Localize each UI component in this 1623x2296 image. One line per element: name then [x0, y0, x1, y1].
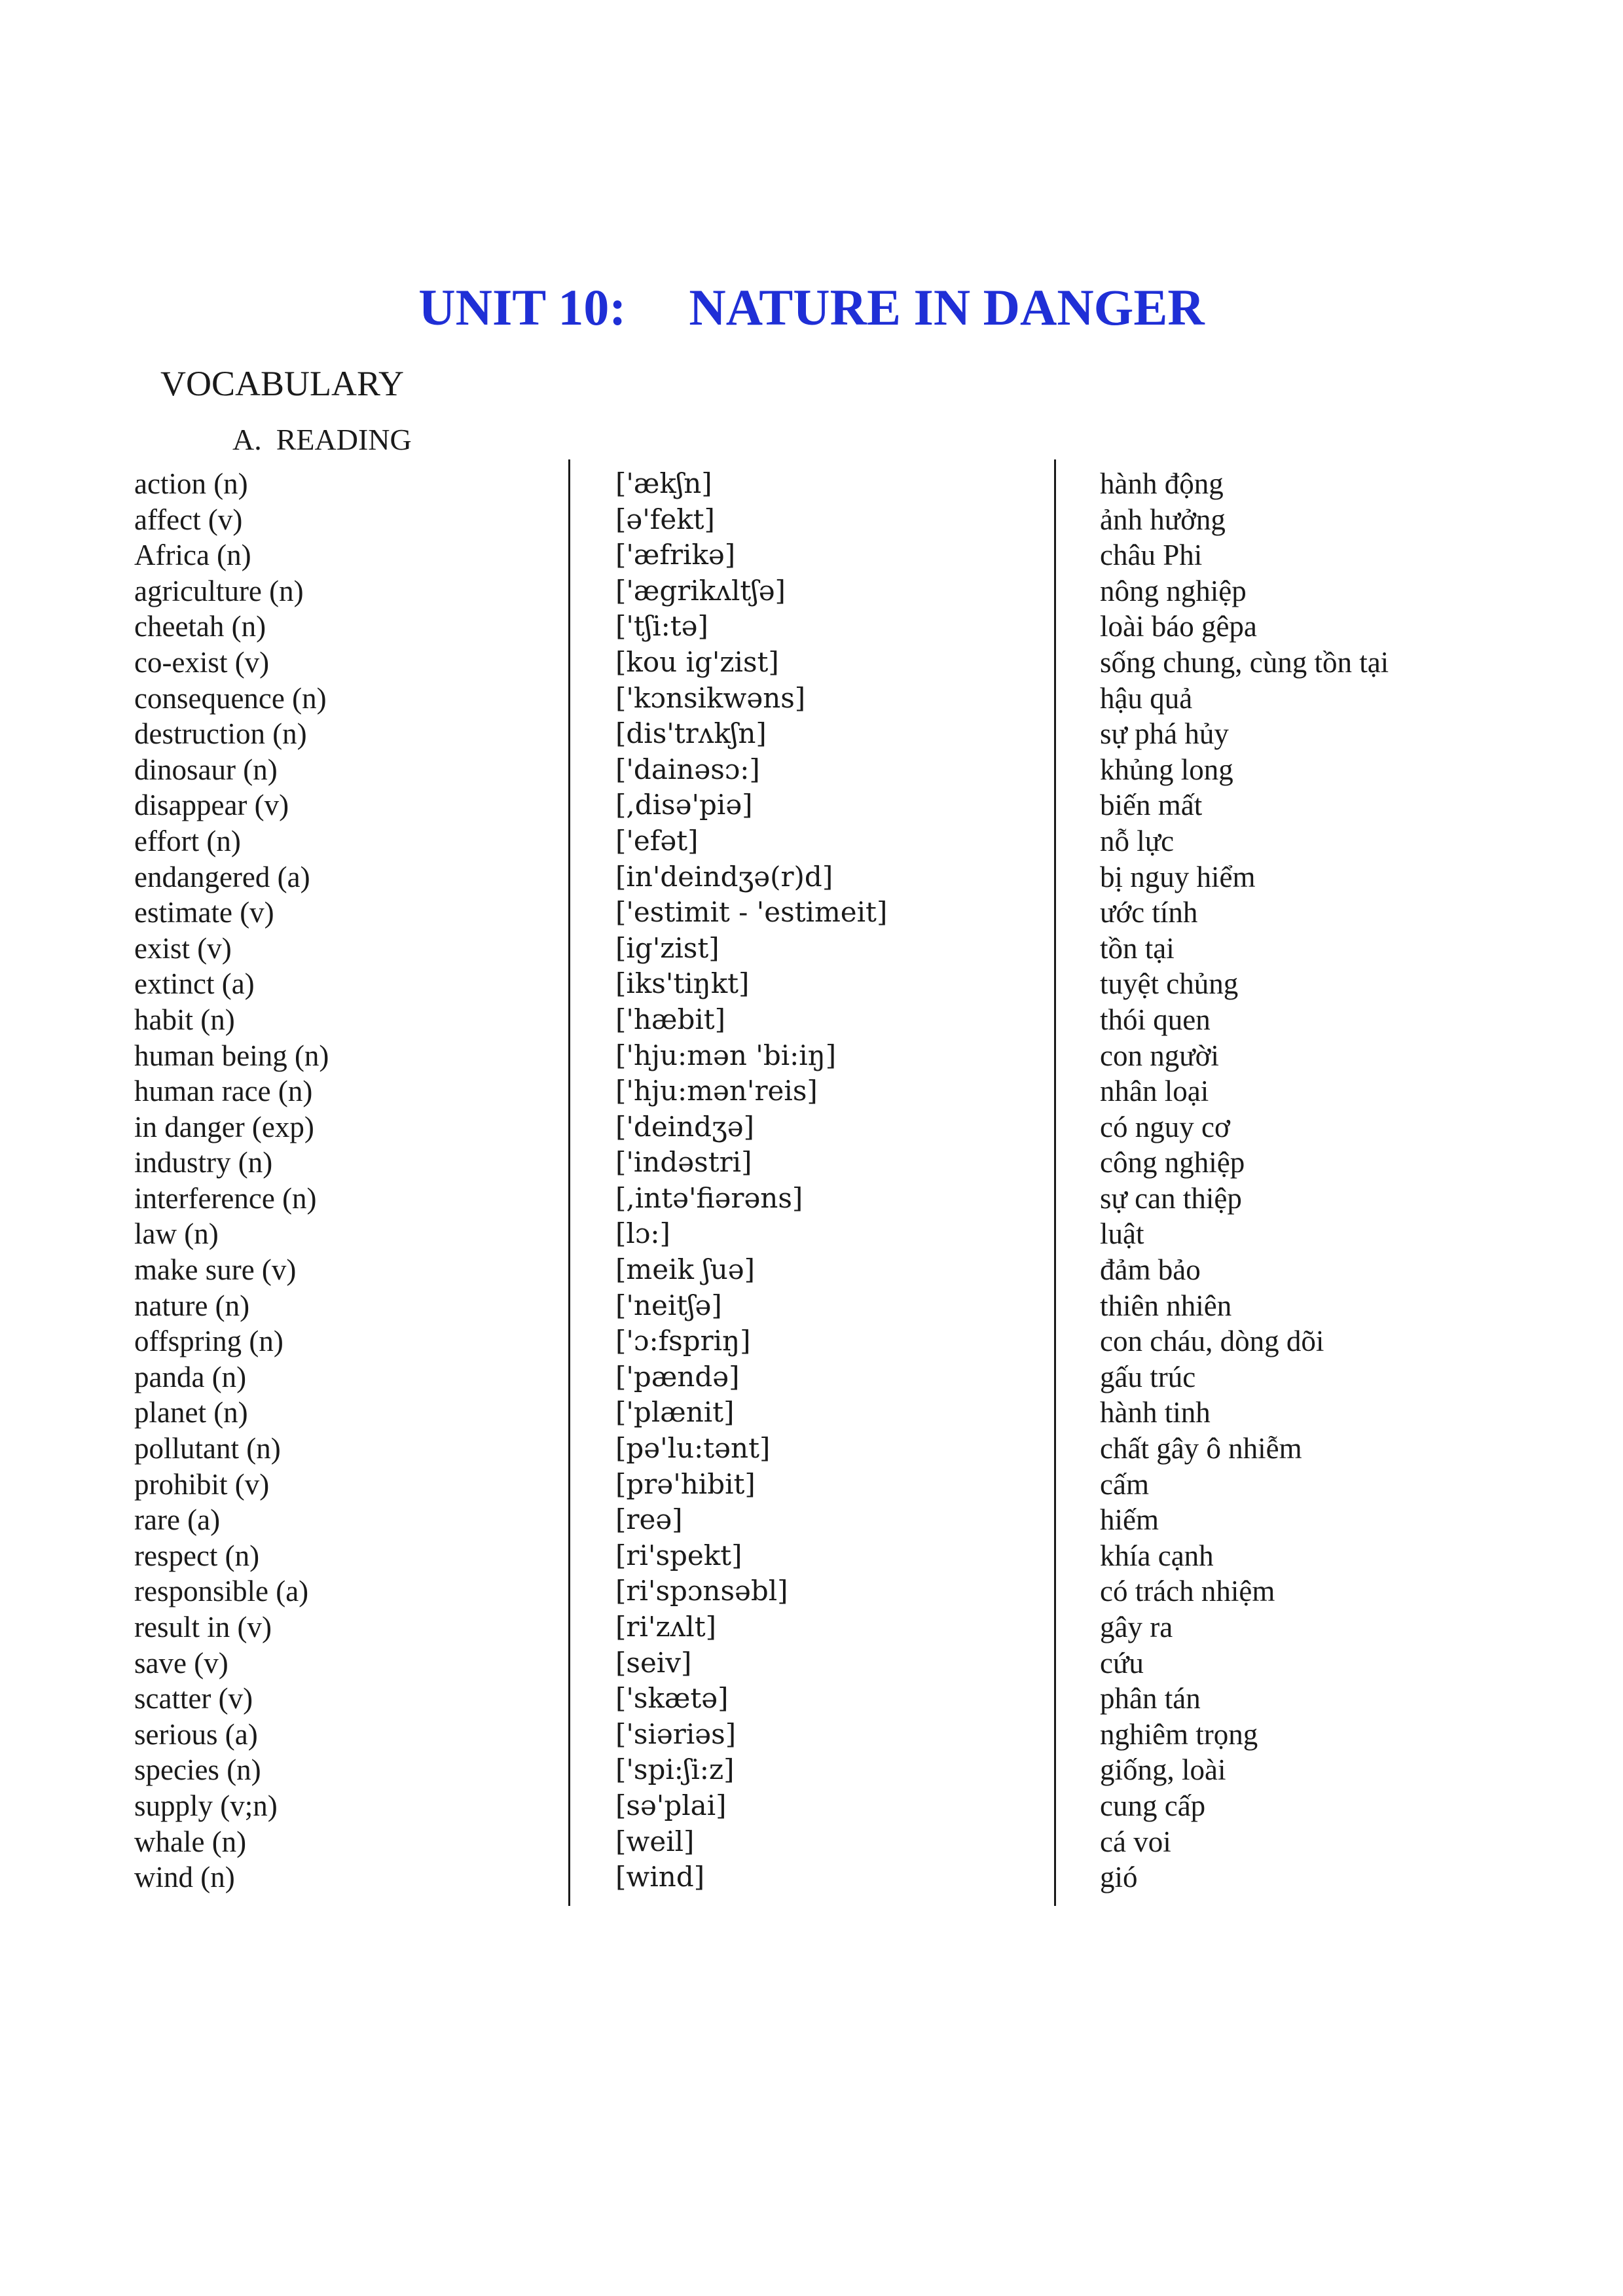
vocab-pronunciation: [wind]	[615, 1861, 705, 1893]
vocab-pronunciation: [,disə'piə]	[615, 789, 753, 821]
vocab-translation: nhân loại	[1100, 1075, 1209, 1108]
vocab-pronunciation: [seiv]	[615, 1646, 692, 1679]
vocab-translation: biến mất	[1100, 789, 1203, 822]
vocab-pronunciation: [ig'zist]	[615, 931, 720, 964]
vocab-translation: ảnh hưởng	[1100, 503, 1226, 536]
vocab-translation: con người	[1100, 1039, 1219, 1072]
vocab-word: co-exist (v)	[134, 645, 270, 679]
vocab-translation: khủng long	[1100, 753, 1233, 786]
vocab-pronunciation: ['hju:mən'reis]	[615, 1075, 818, 1107]
vocab-word: dinosaur (n)	[134, 753, 278, 786]
vocab-pronunciation: ['neitʃə]	[615, 1289, 722, 1321]
vocab-translation: cứu	[1100, 1646, 1144, 1679]
vocab-pronunciation: ['pændə]	[615, 1360, 740, 1393]
vocab-pronunciation: ['tʃi:tə]	[615, 610, 708, 643]
section-heading: VOCABULARY	[160, 364, 405, 403]
vocab-translation: cấm	[1100, 1467, 1149, 1501]
vocab-word: make sure (v)	[134, 1253, 297, 1287]
vocab-pronunciation: ['ɔ:fspriŋ]	[615, 1325, 751, 1357]
vocab-pronunciation: [prə'hibit]	[615, 1467, 756, 1500]
vocab-translation: gấu trúc	[1100, 1360, 1196, 1393]
vocab-pronunciation: [,intə'fiərəns]	[615, 1181, 803, 1214]
vocab-pronunciation: [sə'plai]	[615, 1789, 727, 1821]
vocab-pronunciation: [in'deindʒə(r)d]	[615, 860, 833, 893]
vocab-translation: loài báo gêpa	[1100, 610, 1257, 643]
vocab-pronunciation: [ə'fekt]	[615, 503, 715, 535]
vocab-pronunciation: ['siəriəs]	[615, 1717, 737, 1750]
vocab-word: habit (n)	[134, 1003, 235, 1036]
vocab-word: scatter (v)	[134, 1682, 253, 1715]
vocab-translation: gây ra	[1100, 1611, 1173, 1643]
vocab-pronunciation: ['plænit]	[615, 1396, 735, 1429]
vocab-pronunciation: [dis'trʌkʃn]	[615, 717, 767, 750]
vocab-word: respect (n)	[134, 1539, 260, 1572]
vocab-translation: công nghiệp	[1100, 1146, 1245, 1179]
vocab-word: law (n)	[134, 1217, 219, 1251]
vocab-word: pollutant (n)	[134, 1432, 281, 1465]
vocab-pronunciation: [meik ʃuə]	[615, 1253, 755, 1286]
vocab-word: species (n)	[134, 1753, 261, 1787]
translation-column	[1100, 466, 1389, 1895]
unit-number: UNIT 10:	[418, 279, 627, 336]
vocab-word: rare (a)	[134, 1503, 221, 1537]
vocab-translation: có nguy cơ	[1100, 1110, 1230, 1143]
vocab-word: action (n)	[134, 467, 248, 500]
vocab-word: panda (n)	[134, 1360, 247, 1393]
vocab-translation: châu Phi	[1100, 539, 1203, 572]
vocab-pronunciation: ['indəstri]	[615, 1146, 752, 1179]
vocab-pronunciation: [kou ig'zist]	[615, 645, 779, 678]
vocab-translation: chất gây ô nhiễm	[1100, 1432, 1302, 1465]
vocab-pronunciation: ['deindʒə]	[615, 1110, 754, 1143]
vocab-pronunciation: [weil]	[615, 1825, 695, 1857]
vocab-translation: hậu quả	[1100, 681, 1193, 715]
vocab-translation: gió	[1100, 1861, 1138, 1894]
vocab-translation: hành tinh	[1100, 1396, 1211, 1429]
word-column	[134, 466, 329, 1895]
vocab-pronunciation: ['estimit - 'estimeit]	[615, 896, 888, 929]
vocab-pronunciation: [reə]	[615, 1503, 683, 1536]
vocab-word: serious (a)	[134, 1717, 258, 1751]
vocab-translation: thói quen	[1100, 1003, 1211, 1036]
vocab-pronunciation: ['kɔnsikwəns]	[615, 681, 806, 714]
vocab-word: interference (n)	[134, 1181, 317, 1215]
vocab-pronunciation: ['hæbit]	[615, 1003, 726, 1035]
vocab-translation: bị nguy hiểm	[1100, 860, 1256, 893]
vocab-word: agriculture (n)	[134, 574, 304, 607]
vocab-translation: tồn tại	[1100, 931, 1175, 965]
vocab-word: endangered (a)	[134, 860, 310, 893]
vocab-word: whale (n)	[134, 1825, 247, 1858]
vocab-word: human race (n)	[134, 1075, 313, 1108]
vocab-translation: con cháu, dòng dõi	[1100, 1325, 1324, 1358]
vocab-translation: phân tán	[1100, 1682, 1201, 1715]
vocab-pronunciation: ['hju:mən 'bi:iŋ]	[615, 1039, 837, 1071]
vocab-word: nature (n)	[134, 1289, 250, 1322]
vocab-translation: giống, loài	[1100, 1753, 1226, 1787]
vocab-translation: luật	[1100, 1217, 1144, 1251]
vocab-word: effort (n)	[134, 824, 241, 857]
vocab-pronunciation: ['dainəsɔ:]	[615, 753, 760, 785]
vocab-pronunciation: [ri'spekt]	[615, 1539, 742, 1571]
vocab-word: cheetah (n)	[134, 610, 266, 643]
vocab-translation: thiên nhiên	[1100, 1289, 1232, 1322]
vocab-translation: sống chung, cùng tồn tại	[1100, 645, 1389, 679]
vocab-translation: đảm bảo	[1100, 1253, 1201, 1287]
vocab-word: responsible (a)	[134, 1575, 309, 1608]
vocab-pronunciation: ['ægrikʌltʃə]	[615, 574, 786, 607]
vocab-translation: sự can thiệp	[1100, 1181, 1242, 1215]
vocab-word: Africa (n)	[134, 539, 251, 572]
vocab-translation: hiếm	[1100, 1503, 1159, 1537]
vocab-pronunciation: [ri'spɔnsəbl]	[615, 1575, 788, 1607]
page-title	[0, 278, 1623, 337]
vocab-translation: cá voi	[1100, 1825, 1171, 1858]
vocab-pronunciation: [ri'zʌlt]	[615, 1611, 716, 1643]
vocab-translation: sự phá hủy	[1100, 717, 1229, 751]
vocab-translation: nỗ lực	[1100, 824, 1175, 857]
vocab-word: destruction (n)	[134, 717, 307, 751]
vocab-word: consequence (n)	[134, 681, 327, 715]
vocab-word: prohibit (v)	[134, 1467, 270, 1501]
vocab-word: extinct (a)	[134, 967, 255, 1001]
vocab-pronunciation: [lɔ:]	[615, 1217, 670, 1250]
vocab-word: affect (v)	[134, 503, 243, 536]
column-divider	[568, 459, 570, 1906]
vocab-translation: ước tính	[1100, 896, 1198, 929]
unit-name: NATURE IN DANGER	[689, 279, 1205, 336]
vocab-pronunciation: ['æfrikə]	[615, 539, 736, 571]
vocab-word: result in (v)	[134, 1611, 272, 1643]
vocab-word: estimate (v)	[134, 896, 274, 929]
vocab-word: offspring (n)	[134, 1325, 283, 1358]
vocab-translation: nông nghiệp	[1100, 574, 1247, 607]
vocab-word: human being (n)	[134, 1039, 329, 1072]
vocab-word: supply (v;n)	[134, 1789, 278, 1822]
vocab-pronunciation: [iks'tiŋkt]	[615, 967, 750, 1000]
vocab-translation: khía cạnh	[1100, 1539, 1214, 1572]
vocab-word: wind (n)	[134, 1861, 235, 1894]
vocab-word: exist (v)	[134, 931, 232, 965]
vocab-translation: nghiêm trọng	[1100, 1717, 1258, 1751]
vocab-word: industry (n)	[134, 1146, 273, 1179]
vocab-pronunciation: ['efət]	[615, 824, 699, 857]
vocab-word: in danger (exp)	[134, 1110, 314, 1143]
vocab-translation: hành động	[1100, 467, 1224, 500]
pronunciation-column	[615, 466, 887, 1895]
vocab-translation: tuyệt chủng	[1100, 967, 1239, 1001]
vocab-pronunciation: ['spi:ʃi:z]	[615, 1753, 735, 1786]
vocab-translation: có trách nhiệm	[1100, 1575, 1275, 1608]
vocab-pronunciation: ['ækʃn]	[615, 467, 712, 499]
vocab-pronunciation: [pə'lu:tənt]	[615, 1432, 771, 1465]
vocab-word: save (v)	[134, 1646, 228, 1679]
vocab-word: disappear (v)	[134, 789, 289, 822]
vocab-translation: cung cấp	[1100, 1789, 1206, 1822]
subsection-letter: A.	[232, 423, 262, 456]
subsection-name: READING	[276, 423, 412, 456]
column-divider	[1054, 459, 1056, 1906]
subsection-heading	[232, 422, 412, 457]
vocab-pronunciation: ['skætə]	[615, 1682, 729, 1715]
vocab-word: planet (n)	[134, 1396, 248, 1429]
